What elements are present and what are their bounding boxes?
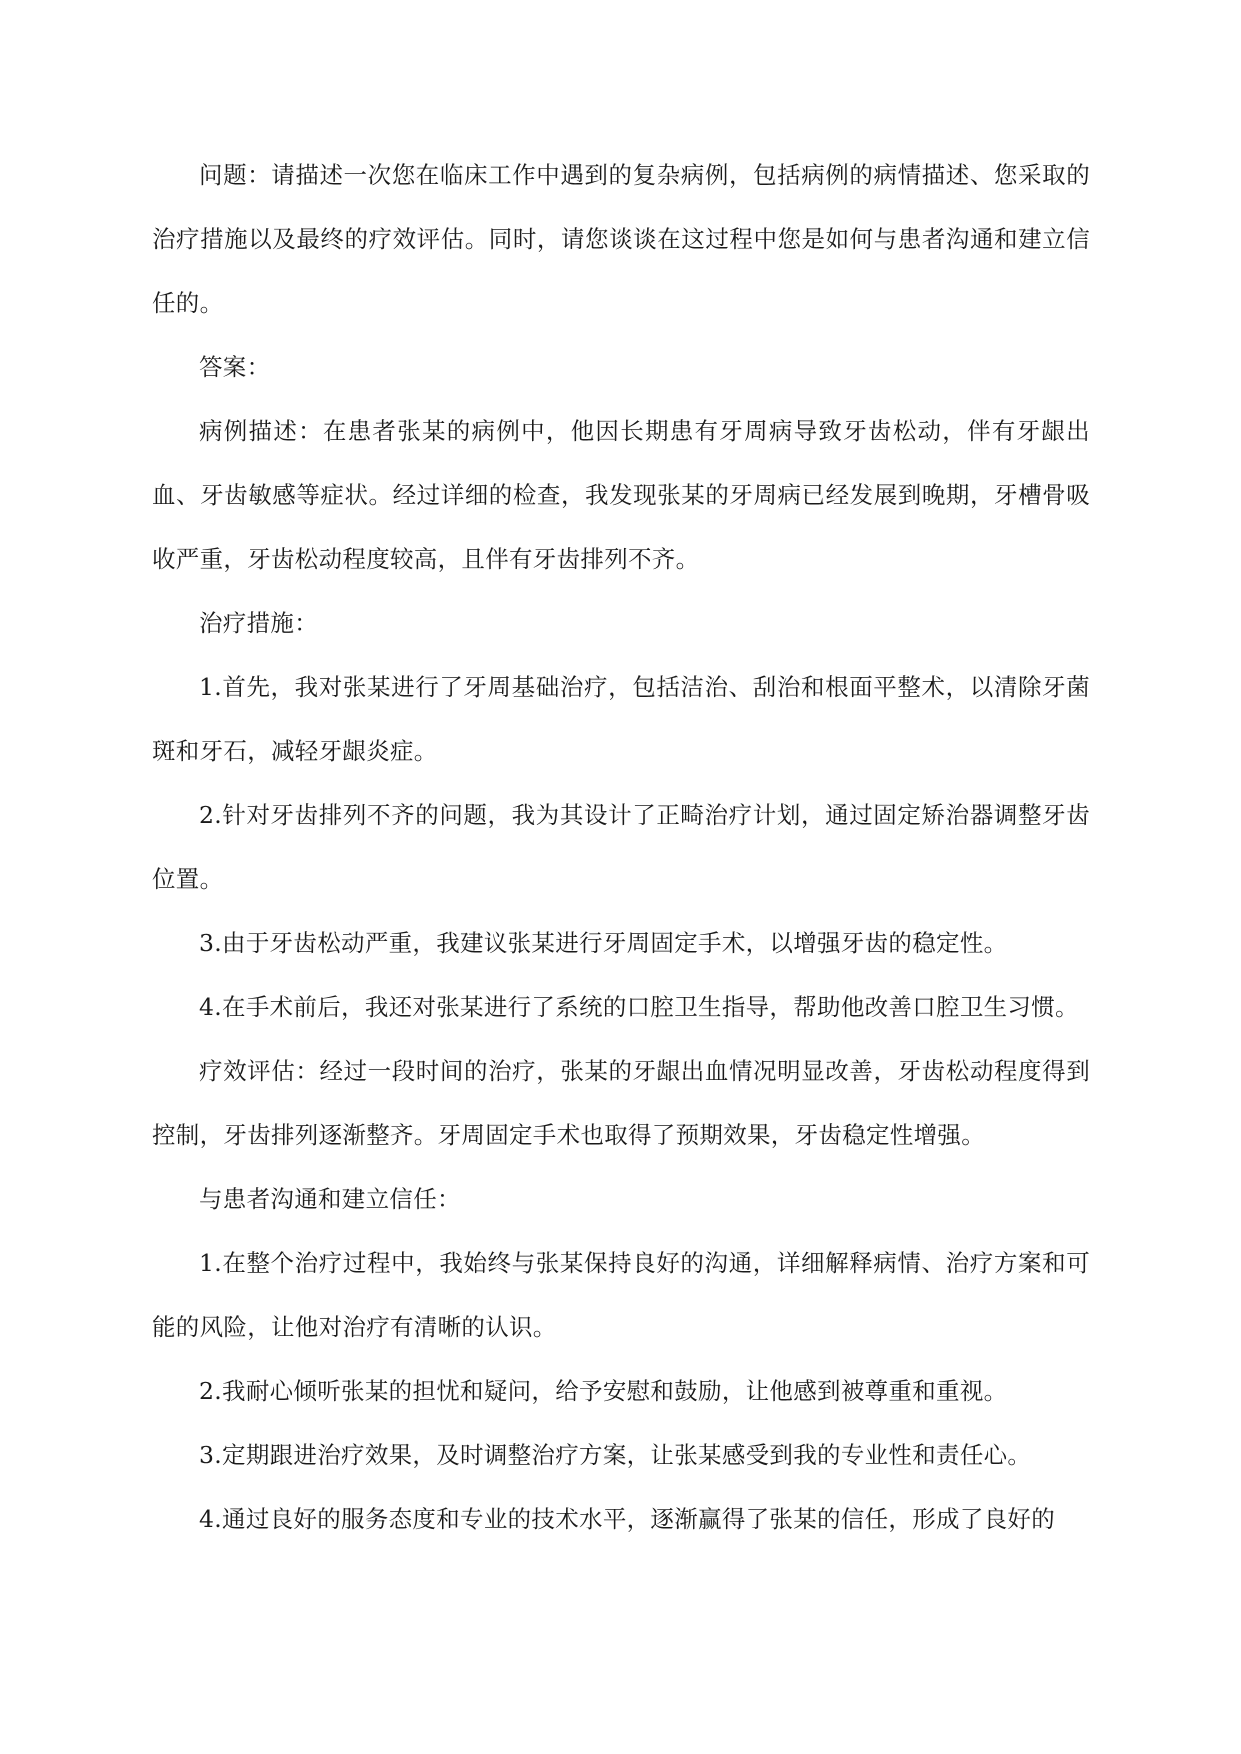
treatment-item-3: 3.由于牙齿松动严重，我建议张某进行牙周固定手术，以增强牙齿的稳定性。 bbox=[199, 929, 1008, 957]
outcome-evaluation-paragraph: 疗效评估：经过一段时间的治疗，张某的牙龈出血情况明显改善，牙齿松动程度得到控制，牙齿排列逐渐整齐。牙周固定手术也取得了预期效果，牙齿稳定性增强。 bbox=[152, 1057, 1090, 1149]
communication-heading: 与患者沟通和建立信任： bbox=[199, 1185, 461, 1213]
case-description-paragraph: 病例描述：在患者张某的病例中，他因长期患有牙周病导致牙齿松动，伴有牙龈出血、牙齿敏感等症状。经过详细的检查，我发现张某的牙周病已经发展到晚期，牙槽骨吸收严重，牙齿松动程度较高，且伴有牙齿排列不齐。 bbox=[152, 417, 1090, 573]
question-paragraph: 问题：请描述一次您在临床工作中遇到的复杂病例，包括病例的病情描述、您采取的治疗措施以及最终的疗效评估。同时，请您谈谈在这过程中您是如何与患者沟通和建立信任的。 bbox=[152, 161, 1090, 317]
document-body bbox=[152, 143, 1090, 1551]
communication-item-1: 1.在整个治疗过程中，我始终与张某保持良好的沟通，详细解释病情、治疗方案和可能的风险，让他对治疗有清晰的认识。 bbox=[152, 1249, 1090, 1341]
communication-item-2: 2.我耐心倾听张某的担忧和疑问，给予安慰和鼓励，让他感到被尊重和重视。 bbox=[199, 1377, 1008, 1405]
communication-item-3: 3.定期跟进治疗效果，及时调整治疗方案，让张某感受到我的专业性和责任心。 bbox=[199, 1441, 1032, 1469]
treatment-item-4: 4.在手术前后，我还对张某进行了系统的口腔卫生指导，帮助他改善口腔卫生习惯。 bbox=[199, 993, 1079, 1021]
treatment-item-1: 1.首先，我对张某进行了牙周基础治疗，包括洁治、刮治和根面平整术，以清除牙菌斑和牙石，减轻牙龈炎症。 bbox=[152, 673, 1090, 765]
treatment-heading: 治疗措施： bbox=[199, 609, 318, 637]
communication-item-4: 4.通过良好的服务态度和专业的技术水平，逐渐赢得了张某的信任，形成了良好的 bbox=[199, 1505, 1056, 1533]
treatment-item-2: 2.针对牙齿排列不齐的问题，我为其设计了正畸治疗计划，通过固定矫治器调整牙齿位置。 bbox=[152, 801, 1090, 893]
answer-heading: 答案： bbox=[199, 353, 271, 381]
